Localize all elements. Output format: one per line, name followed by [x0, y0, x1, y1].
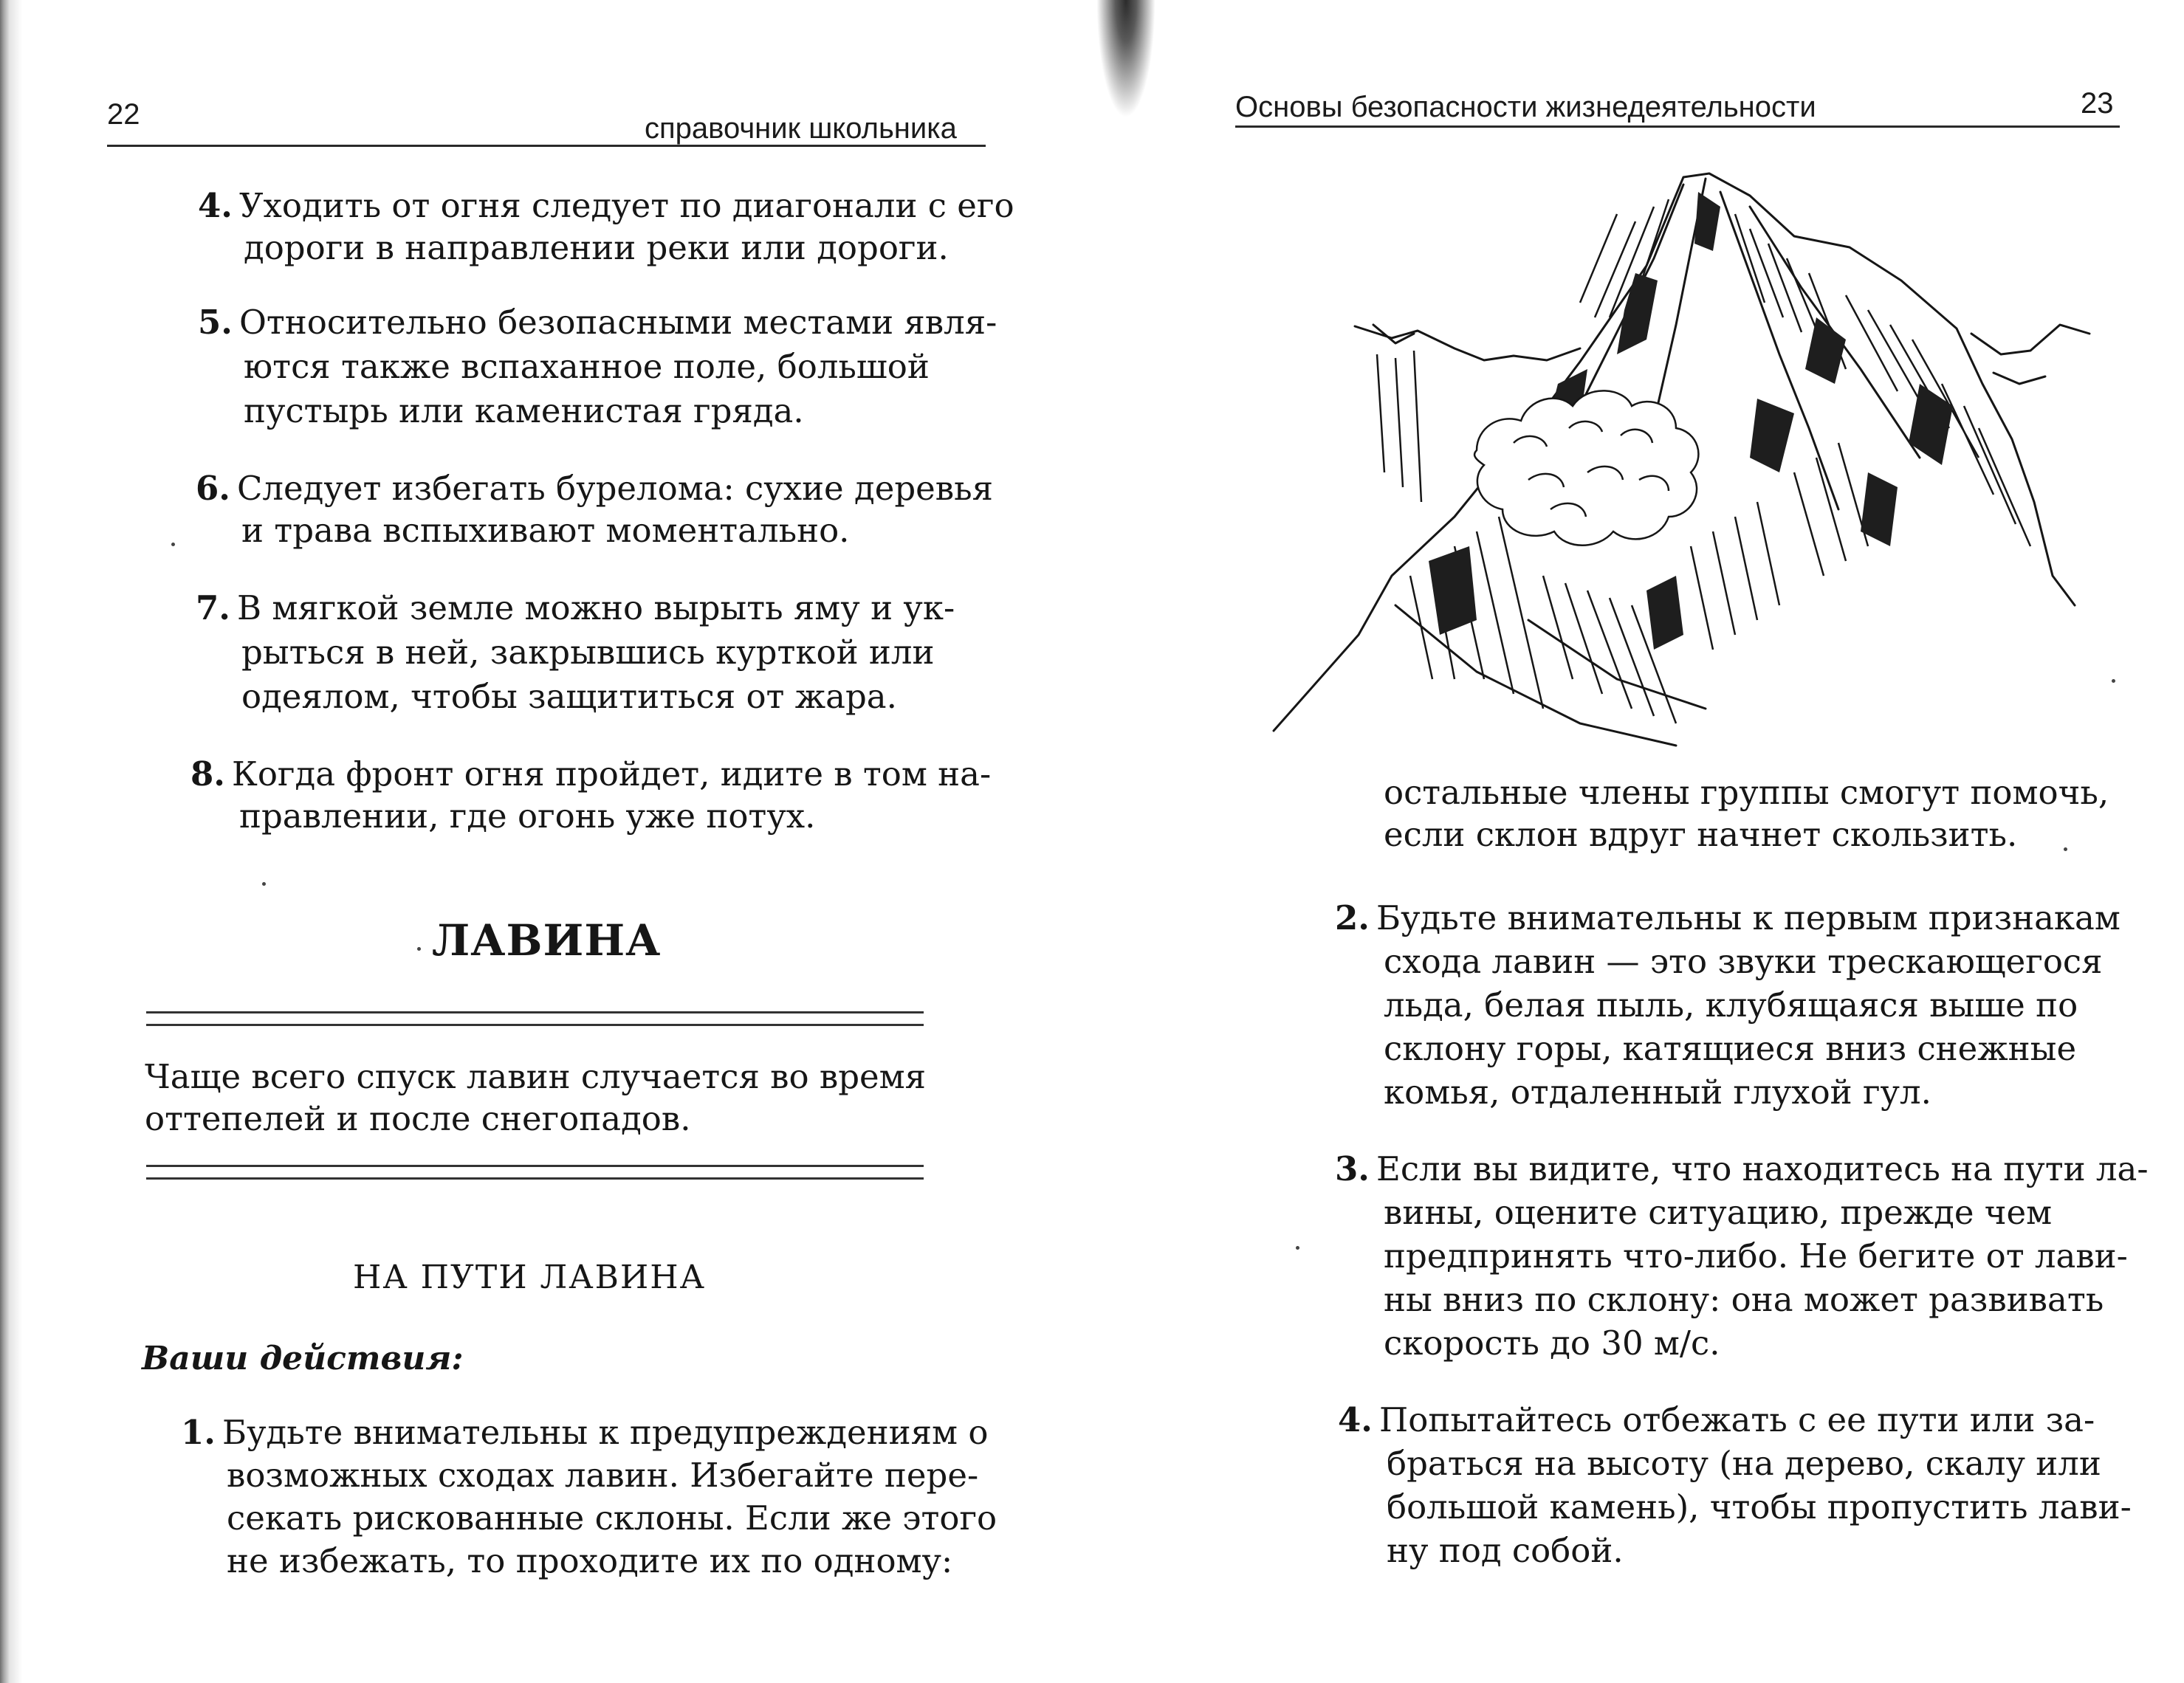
- left-page-number: 22: [107, 98, 140, 131]
- item-line: и трава вспыхивают моментально.: [241, 511, 850, 550]
- item-line: ну под собой.: [1387, 1531, 1624, 1570]
- text-line: остальные члены группы смогут помочь,: [1384, 773, 2109, 812]
- item-line: Попытайтесь отбежать с ее пути или за-: [1379, 1400, 2095, 1439]
- item-number: 3.: [1335, 1149, 1370, 1188]
- item-line: предпринять что-либо. Не бегите от лави-: [1384, 1236, 2128, 1276]
- item-line: Относительно безопасными местами явля-: [239, 303, 997, 342]
- item-line: Когда фронт огня пройдет, идите в том на-: [232, 754, 992, 794]
- item-number: 1.: [181, 1413, 216, 1452]
- left-running-title: справочник школьника: [645, 112, 957, 145]
- item-line: склону горы, катящиеся вниз снежные: [1384, 1029, 2077, 1068]
- item-line: схода лавин — это звуки трескающегося: [1384, 942, 2103, 981]
- item-line: не избежать, то проходите их по одному:: [227, 1541, 953, 1580]
- scan-speck: [262, 882, 266, 886]
- item-number: 4.: [198, 186, 233, 225]
- note-top-rule-2: [146, 1024, 924, 1026]
- item-line: ются также вспаханное поле, большой: [244, 347, 930, 386]
- right-page-number: 23: [2081, 87, 2114, 120]
- item-line: Если вы видите, что находитесь на пути ла-: [1376, 1149, 2149, 1188]
- mountain-avalanche-illustration: [1233, 162, 2130, 753]
- item-line: большой камень), чтобы пропустить лави-: [1387, 1487, 2132, 1527]
- item-line: скорость до 30 м/с.: [1384, 1324, 1720, 1363]
- item-line: секать рискованные склоны. Если же этого: [227, 1498, 997, 1538]
- item-line: возможных сходах лавин. Избегайте пере-: [227, 1456, 979, 1495]
- item-line: рыться в ней, закрывшись курткой или: [241, 633, 935, 672]
- scan-speck: [2064, 847, 2067, 851]
- note-line: Чаще всего спуск лавин случается во время: [145, 1057, 927, 1096]
- text-line: если склон вдруг начнет скользить.: [1384, 815, 2018, 854]
- subheading: НА ПУТИ ЛАВИНА: [353, 1259, 706, 1296]
- scan-speck: [2112, 679, 2115, 683]
- right-running-title: Основы безопасности жизнедеятельности: [1235, 91, 1816, 123]
- item-line: В мягкой земле можно вырыть яму и ук-: [237, 588, 955, 627]
- item-line: дороги в направлении реки или дороги.: [244, 228, 949, 267]
- item-line: браться на высоту (на дерево, скалу или: [1387, 1444, 2101, 1483]
- note-top-rule-1: [146, 1011, 924, 1013]
- note-bottom-rule-2: [146, 1177, 924, 1180]
- item-line: одеялом, чтобы защититься от жара.: [241, 677, 897, 716]
- item-line: Будьте внимательны к предупреждениям о: [222, 1413, 989, 1452]
- right-header-rule: [1235, 125, 2120, 128]
- scan-speck: [1296, 1246, 1299, 1250]
- item-line: Следует избегать бурелома: сухие деревья: [237, 469, 993, 508]
- left-header-rule: [107, 145, 986, 147]
- scan-speck: [417, 947, 421, 951]
- item-line: ны вниз по склону: она может развивать: [1384, 1280, 2104, 1319]
- item-line: комья, отдаленный глухой гул.: [1384, 1073, 1931, 1112]
- section-title: ЛАВИНА: [432, 915, 662, 966]
- item-line: Будьте внимательны к первым признакам: [1376, 898, 2121, 937]
- item-line: льда, белая пыль, клубящаяся выше по: [1384, 985, 2078, 1025]
- item-number: 6.: [196, 469, 230, 508]
- item-number: 2.: [1335, 898, 1370, 937]
- note-line: оттепелей и после снегопадов.: [145, 1099, 691, 1138]
- item-number: 5.: [198, 303, 233, 342]
- item-line: пустырь или каменистая гряда.: [244, 391, 804, 430]
- note-bottom-rule-1: [146, 1165, 924, 1167]
- item-line: вины, оцените ситуацию, прежде чем: [1384, 1193, 2053, 1232]
- item-number: 7.: [196, 588, 230, 627]
- item-number: 4.: [1338, 1400, 1373, 1439]
- item-line: правлении, где огонь уже потух.: [239, 796, 816, 836]
- scan-speck: [171, 543, 175, 546]
- item-number: 8.: [190, 754, 225, 794]
- actions-label: Ваши действия:: [142, 1340, 464, 1377]
- item-line: Уходить от огня следует по диагонали с его: [239, 186, 1014, 225]
